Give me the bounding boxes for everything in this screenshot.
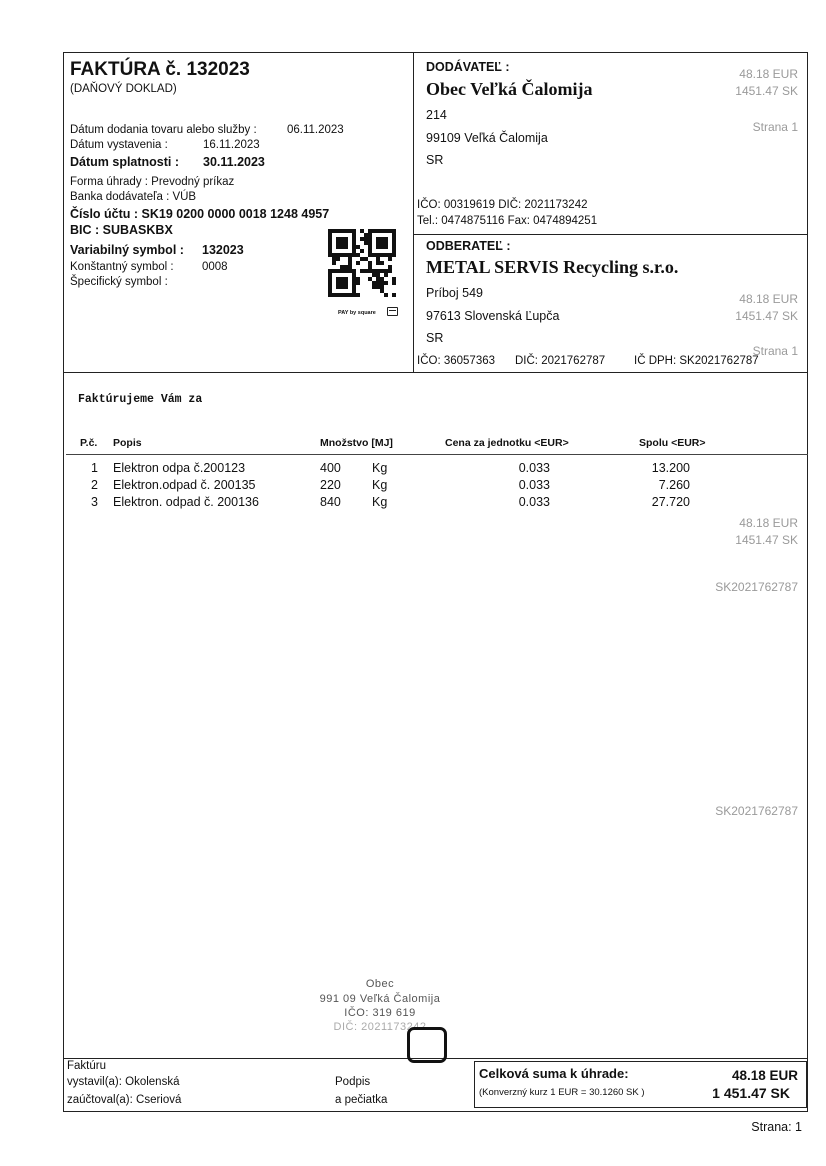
stamp-line4: DIČ: 2021173242 [333, 1021, 427, 1033]
row-unit: Kg [372, 478, 388, 492]
row-price: 0.033 [518, 461, 550, 475]
customer-name: METAL SERVIS Recycling s.r.o. [426, 257, 679, 277]
intro-text: Faktúrujeme Vám za [78, 393, 203, 406]
due-date-label: Dátum splatnosti : [70, 155, 180, 169]
row-desc: Elektron. odpad č. 200136 [113, 495, 259, 509]
delivery-date-label: Dátum dodania tovaru alebo služby : [70, 124, 257, 136]
customer-icdph: IČ DPH: SK2021762787 [634, 355, 759, 367]
pay-by-square-label: PAY by square [338, 310, 376, 316]
row-total: 13.200 [651, 461, 690, 475]
supplier-heading: DODÁVATEĽ : [426, 60, 510, 74]
bic: BIC : SUBASKBX [70, 223, 173, 237]
row-no: 2 [91, 478, 98, 492]
ghost-sk-3: 1451.47 SK [735, 533, 798, 547]
delivery-date: 06.11.2023 [287, 124, 344, 136]
due-date: 30.11.2023 [203, 155, 265, 169]
account-number: Číslo účtu : SK19 0200 0000 0018 1248 4957 [70, 207, 330, 221]
issued-heading: Faktúru [67, 1060, 106, 1072]
ghost-eur-2: 48.18 EUR [739, 292, 798, 306]
row-unit: Kg [372, 461, 388, 475]
row-desc: Elektron.odpad č. 200135 [113, 478, 256, 492]
bank: Banka dodávateľa : VÚB [70, 191, 197, 203]
constant-symbol: 0008 [202, 261, 228, 273]
ghost-page-2: Strana 1 [752, 344, 798, 358]
row-total: 27.720 [651, 495, 690, 509]
page-number: Strana: 1 [751, 1120, 802, 1134]
payment-form: Forma úhrady : Prevodný príkaz [70, 176, 235, 188]
row-price: 0.033 [518, 478, 550, 492]
row-qty: 400 [320, 461, 341, 475]
total-sk: 1 451.47 SK [712, 1085, 790, 1101]
supplier-street: 214 [426, 108, 447, 122]
row-qty: 220 [320, 478, 341, 492]
row-price: 0.033 [518, 495, 550, 509]
supplier-city: 99109 Veľká Čalomija [426, 131, 548, 145]
issued-by: vystavil(a): Okolenská [67, 1076, 180, 1088]
ghost-sk-2: 1451.47 SK [735, 309, 798, 323]
supplier-name: Obec Veľká Čalomija [426, 79, 593, 99]
qr-code-icon [328, 229, 396, 297]
booked-by: zaúčtoval(a): Cseriová [67, 1094, 182, 1106]
row-total: 7.260 [658, 478, 690, 492]
header-bottom-line [63, 372, 808, 373]
row-no: 3 [91, 495, 98, 509]
ghost-eur-1: 48.18 EUR [739, 67, 798, 81]
stamp-line1: Obec [365, 978, 395, 990]
row-qty: 840 [320, 495, 341, 509]
stamp-line3: IČO: 319 619 [344, 1007, 416, 1019]
customer-heading: ODBERATEĽ : [426, 239, 511, 253]
table-header-line [66, 454, 808, 455]
customer-city: 97613 Slovenská Ľupča [426, 309, 560, 323]
variable-symbol-label: Variabilný symbol : [70, 243, 184, 257]
row-unit: Kg [372, 495, 388, 509]
card-icon [387, 307, 398, 316]
ghost-dph-2: SK2021762787 [715, 804, 798, 818]
party-divider [413, 234, 808, 235]
invoice-title: FAKTÚRA č. 132023 [70, 59, 250, 80]
specific-symbol-label: Špecifický symbol : [70, 276, 168, 288]
conversion-rate: (Konverzný kurz 1 EUR = 30.1260 SK ) [479, 1087, 645, 1098]
col-header-no: P.č. [80, 437, 98, 449]
ghost-dph-1: SK2021762787 [715, 580, 798, 594]
stamp-label: a pečiatka [335, 1094, 388, 1106]
ghost-sk-1: 1451.47 SK [735, 84, 798, 98]
ghost-page-1: Strana 1 [752, 120, 798, 134]
header-divider [413, 52, 414, 372]
customer-ico: IČO: 36057363 [417, 355, 496, 367]
col-header-unit-price: Cena za jednotku <EUR> [445, 437, 569, 449]
ghost-eur-3: 48.18 EUR [739, 516, 798, 530]
supplier-ids: IČO: 00319619 DIČ: 2021173242 [417, 199, 588, 211]
col-header-desc: Popis [113, 437, 142, 449]
issue-date-label: Dátum vystavenia : [70, 139, 168, 151]
col-header-qty: Množstvo [MJ] [320, 437, 393, 449]
signature-label: Podpis [335, 1076, 371, 1088]
stamp-line2: 991 09 Veľká Čalomija [319, 993, 441, 1005]
col-header-total: Spolu <EUR> [639, 437, 706, 449]
customer-street: Príboj 549 [426, 286, 483, 300]
supplier-country: SR [426, 153, 444, 167]
row-no: 1 [91, 461, 98, 475]
invoice-subtitle: (DAŇOVÝ DOKLAD) [70, 83, 177, 95]
row-desc: Elektron odpa č.200123 [113, 461, 246, 475]
issue-date: 16.11.2023 [203, 139, 260, 151]
signature-mark-icon [407, 1027, 447, 1063]
customer-country: SR [426, 331, 444, 345]
constant-symbol-label: Konštantný symbol : [70, 261, 174, 273]
variable-symbol: 132023 [202, 243, 244, 257]
supplier-contact: Tel.: 0474875116 Fax: 0474894251 [417, 215, 598, 227]
total-eur: 48.18 EUR [731, 1068, 798, 1083]
total-label: Celková suma k úhrade: [479, 1066, 629, 1081]
customer-dic: DIČ: 2021762787 [515, 355, 606, 367]
